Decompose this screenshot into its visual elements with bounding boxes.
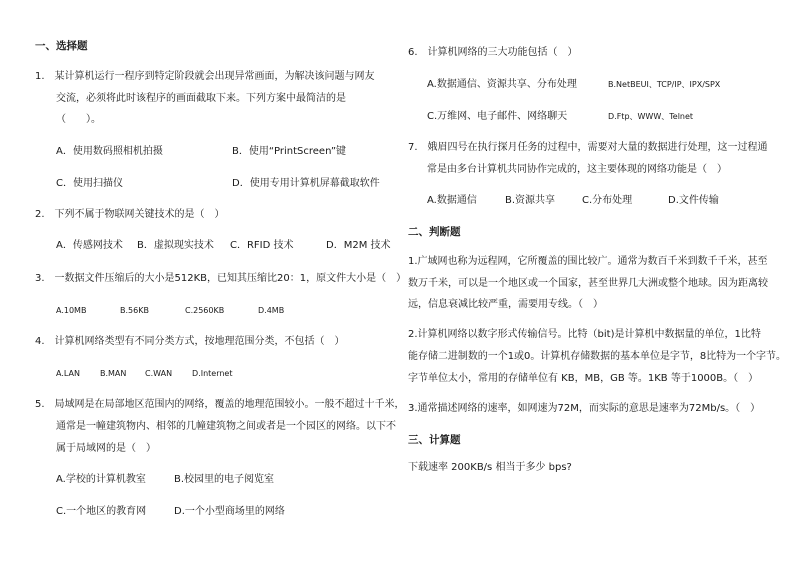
judge2-line2: 能存储二进制数的一个1或0。计算机存储数据的基本单位是字节，8比特为一个字节。 xyxy=(408,351,786,362)
section2-title: 二、判断题 xyxy=(408,226,461,238)
q1-option-b: B．使用“PrintScreen”键 xyxy=(232,146,347,157)
judge1-line2: 数万千米，可以是一个地区或一个国家，甚至世界几大洲或整个地球。因为距离较 xyxy=(408,278,768,289)
q2-option-b: B．虚拟现实技术 xyxy=(137,240,214,251)
q3-stem: 3. 一数据文件压缩后的大小是512KB，已知其压缩比20：1，原文件大小是（ ） xyxy=(35,273,407,284)
section1-title: 一、选择题 xyxy=(35,40,88,52)
q5-option-b: B.校园里的电子阅览室 xyxy=(174,474,275,485)
judge2-line3: 字节单位太小，常用的存储单位有 KB，MB，GB 等。1KB 等于1000B。（ ） xyxy=(408,373,759,384)
q2-stem: 2. 下列不属于物联网关键技术的是（ ） xyxy=(35,209,225,220)
section3-title: 三、计算题 xyxy=(408,434,461,446)
q7-option-d: D.文件传输 xyxy=(668,195,719,206)
q7-option-a: A.数据通信 xyxy=(427,195,477,206)
q3-option-d: D.4MB xyxy=(258,306,285,315)
q5-line3: 属于局域网的是（ ） xyxy=(56,443,156,454)
q6-option-a: A.数据通信、资源共享、分布处理 xyxy=(427,79,577,90)
q1-line1: 1. 某计算机运行一程序到特定阶段就会出现异常画面，为解决该问题与网友 xyxy=(35,71,375,82)
q2-option-d: D．M2M 技术 xyxy=(326,240,391,251)
q5-line2: 通常是一幢建筑物内、相邻的几幢建筑物之间或者是一个园区的网络。以下不 xyxy=(56,421,396,432)
q5-option-c: C.一个地区的教育网 xyxy=(56,506,147,517)
q7-line1: 7. 娥眉四号在执行探月任务的过程中，需要对大量的数据进行处理，这一过程通 xyxy=(408,142,768,153)
judge3-line1: 3.通常描述网络的速率，如网速为72M，而实际的意思是速率为72Mb/s。（ ） xyxy=(408,403,761,414)
q1-option-d: D．使用专用计算机屏幕截取软件 xyxy=(232,178,380,189)
q4-option-c: C.WAN xyxy=(145,369,173,378)
judge1-line3: 远，信息衰减比较严重，需要用专线。（ ） xyxy=(408,299,603,310)
q3-option-b: B.56KB xyxy=(120,306,149,315)
q4-option-b: B.MAN xyxy=(100,369,127,378)
q1-option-c: C．使用扫描仪 xyxy=(56,178,123,189)
q1-line2: 交流，必须将此时该程序的画面截取下来。下列方案中最简洁的是 xyxy=(56,93,346,104)
q4-stem: 4. 计算机网络类型有不同分类方式，按地理范围分类，不包括（ ） xyxy=(35,336,345,347)
q7-option-b: B.资源共享 xyxy=(505,195,556,206)
q7-line2: 常是由多台计算机共同协作完成的，这主要体现的网络功能是（ ） xyxy=(427,164,727,175)
q7-option-c: C.分布处理 xyxy=(582,195,633,206)
q5-line1: 5. 局域网是在局部地区范围内的网络，覆盖的地理范围较小。一般不超过十千米， xyxy=(35,399,405,410)
q6-stem: 6. 计算机网络的三大功能包括（ ） xyxy=(408,47,578,58)
q1-option-a: A．使用数码照相机拍摄 xyxy=(56,146,163,157)
q4-option-a: A.LAN xyxy=(56,369,80,378)
q6-option-c: C.万维网、电子邮件、网络聊天 xyxy=(427,111,568,122)
q2-option-c: C．RFID 技术 xyxy=(230,240,294,251)
judge1-line1: 1.广域网也称为远程网，它所覆盖的围比较广。通常为数百千米到数千千米，甚至 xyxy=(408,256,768,267)
q6-option-d: D.Ftp、WWW、Telnet xyxy=(608,112,694,121)
q3-option-c: C.2560KB xyxy=(185,306,225,315)
judge2-line1: 2.计算机网络以数字形式传输信号。比特（bit)是计算机中数据量的单位，1比特 xyxy=(408,329,761,340)
q1-line3: （ ）。 xyxy=(56,114,101,125)
calc-question: 下载速率 200KB/s 相当于多少 bps? xyxy=(408,462,572,473)
q5-option-a: A.学校的计算机教室 xyxy=(56,474,146,485)
q2-option-a: A．传感网技术 xyxy=(56,240,123,251)
q6-option-b: B.NetBEUI、TCP/IP、IPX/SPX xyxy=(608,80,721,89)
q4-option-d: D.Internet xyxy=(192,369,233,378)
q5-option-d: D.一个小型商场里的网络 xyxy=(174,506,285,517)
q3-option-a: A.10MB xyxy=(56,306,87,315)
